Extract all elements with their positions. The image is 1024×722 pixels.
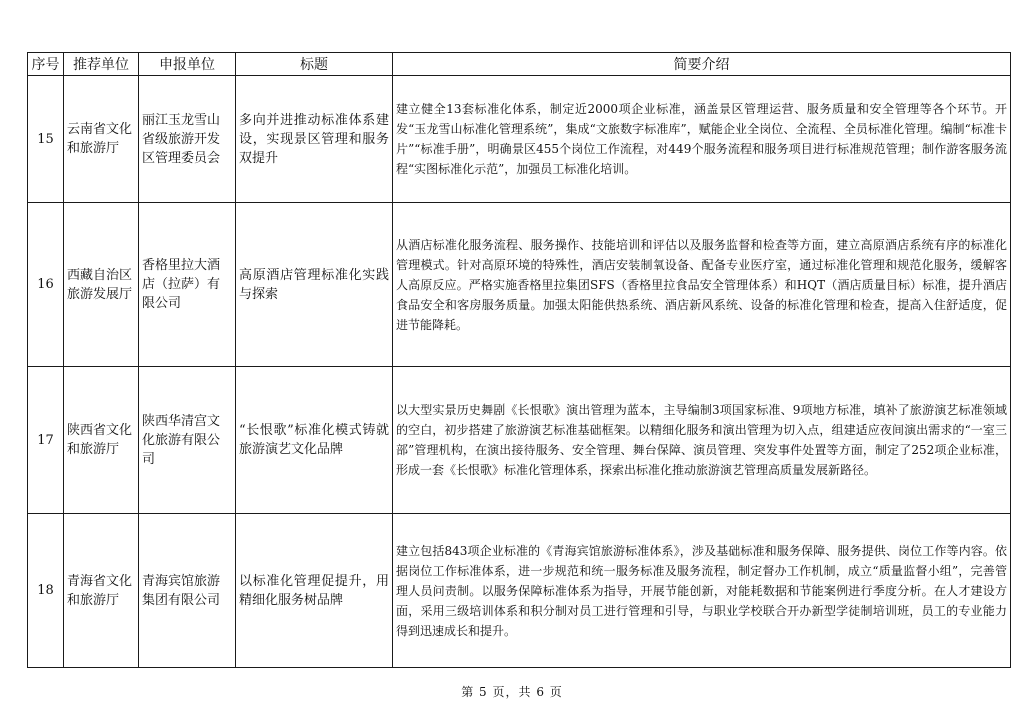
row-recommend-unit: 云南省文化和旅游厅: [64, 76, 139, 203]
row-description: 从酒店标准化服务流程、服务操作、技能培训和评估以及服务监督和检查等方面，建立高原酒店系统有序的标准化管理模式。针对高原环境的特殊性，酒店安装制氧设备、配备专业医疗室，通过标准化管理和规范化服务，缓解客人高原反应。严格实施香格里拉集团SFS（香格里拉食品安全管理体系）和HQT（酒店质量目标）标准，提升酒店食品安全和客房服务质量。加强太阳能供热系统、酒店新风系统、设备的标准化管理和检查，提高入住舒适度，促进节能降耗。: [393, 203, 1011, 367]
header-recommend-unit: 推荐单位: [64, 53, 139, 76]
row-title: 以标准化管理促提升，用精细化服务树品牌: [236, 514, 393, 668]
row-description: 建立健全13套标准化体系，制定近2000项企业标准，涵盖景区管理运营、服务质量和安全管理等各个环节。开发“玉龙雪山标准化管理系统”，集成“文旅数字标准库”，赋能企业全岗位、全流程、全员标准化管理。编制“标准卡片”“标准手册”，明确景区455个岗位工作流程，对449个服务流程和服务项目进行标准规范管理；制作游客服务流程“实图标准化示范”，加强员工标准化培训。: [393, 76, 1011, 203]
table-header-row: [28, 53, 1011, 76]
row-no: 17: [28, 367, 64, 514]
standardization-cases-table: [27, 52, 1011, 668]
table-row: [28, 76, 1011, 203]
table-row: [28, 203, 1011, 367]
row-recommend-unit: 陕西省文化和旅游厅: [64, 367, 139, 514]
header-description: 简要介绍: [393, 53, 1011, 76]
row-description: 建立包括843项企业标准的《青海宾馆旅游标准体系》，涉及基础标准和服务保障、服务提供、岗位工作等内容。依据岗位工作标准体系，进一步规范和统一服务标准及服务流程，制定督办工作机制，成立“质量监督小组”，完善管理人员问责制。以服务保障标准体系为指导，开展节能创新，对能耗数据和节能案例进行季度分析。在人才建设方面，采用三级培训体系和积分制对员工进行管理和引导，与职业学校联合开办新型学徒制培训班，员工的专业能力得到迅速成长和提升。: [393, 514, 1011, 668]
row-recommend-unit: 青海省文化和旅游厅: [64, 514, 139, 668]
header-no: 序号: [28, 53, 64, 76]
row-recommend-unit: 西藏自治区旅游发展厅: [64, 203, 139, 367]
row-title: 多向并进推动标准体系建设，实现景区管理和服务双提升: [236, 76, 393, 203]
table-row: [28, 367, 1011, 514]
page-number-footer: 第 5 页，共 6 页: [461, 685, 563, 699]
row-applicant-unit: 陕西华清宫文化旅游有限公司: [139, 367, 236, 514]
row-applicant-unit: 青海宾馆旅游集团有限公司: [139, 514, 236, 668]
row-no: 15: [28, 76, 64, 203]
row-no: 18: [28, 514, 64, 668]
row-no: 16: [28, 203, 64, 367]
header-title: 标题: [236, 53, 393, 76]
row-applicant-unit: 丽江玉龙雪山省级旅游开发区管理委员会: [139, 76, 236, 203]
header-applicant-unit: 申报单位: [139, 53, 236, 76]
table-row: [28, 514, 1011, 668]
row-applicant-unit: 香格里拉大酒店（拉萨）有限公司: [139, 203, 236, 367]
row-title: “长恨歌”标准化模式铸就旅游演艺文化品牌: [236, 367, 393, 514]
row-description: 以大型实景历史舞剧《长恨歌》演出管理为蓝本，主导编制3项国家标准、9项地方标准，填补了旅游演艺标准领域的空白，初步搭建了旅游演艺标准基础框架。以精细化服务和演出管理为切入点，组建适应夜间演出需求的“一室三部”管理机构，在演出接待服务、安全管理、舞台保障、演员管理、突发事件处置等方面，制定了252项企业标准，形成一套《长恨歌》标准化管理体系，探索出标准化推动旅游演艺管理高质量发展新路径。: [393, 367, 1011, 514]
row-title: 高原酒店管理标准化实践与探索: [236, 203, 393, 367]
